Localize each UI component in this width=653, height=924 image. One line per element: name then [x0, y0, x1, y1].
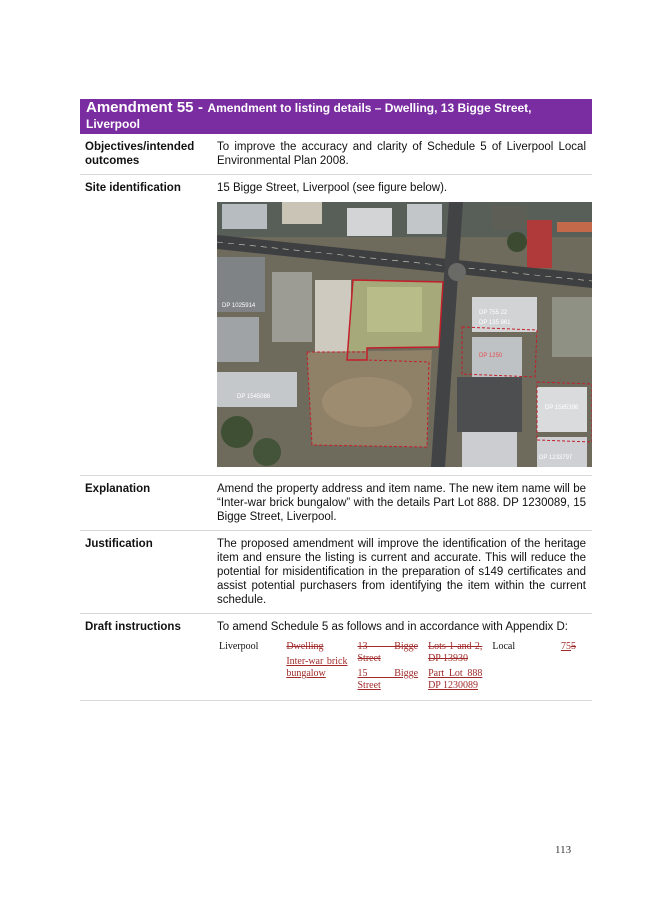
justification-row — [80, 531, 592, 614]
item-number-cell — [561, 641, 584, 692]
amendment-subtitle: Amendment to listing details – Dwelling, 13 Bigge Street, Liverpool — [86, 101, 532, 131]
justification-label: Justification — [85, 538, 153, 550]
lot-cell — [428, 641, 490, 692]
site-text: 15 Bigge Street, Liverpool (see figure below). — [217, 182, 448, 194]
draft-text: To amend Schedule 5 as follows and in accordance with Appendix D: — [217, 621, 568, 633]
amendment-number: Amendment 55 — [86, 99, 194, 116]
new-lot: Part Lot 888 DP 1230089 — [428, 668, 483, 691]
explanation-row — [80, 476, 592, 531]
explanation-text: Amend the property address and item name. The new item name will be “Inter-war brick bungalow” with the details Part Lot 888. DP 1230089, 15 Bigge Street, Liverpool. — [217, 483, 586, 523]
old-item-name: Dwelling — [286, 641, 324, 652]
site-label: Site identification — [85, 182, 181, 194]
schedule-amendment-table — [217, 639, 586, 694]
map-label-dp3: DP 135 861 — [479, 320, 511, 326]
objectives-text: To improve the accuracy and clarity of Schedule 5 of Liverpool Local Environmental Plan 2008. — [217, 141, 586, 167]
title-separator: - — [197, 99, 203, 116]
draft-cell — [216, 614, 592, 700]
page-number: 113 — [555, 844, 572, 856]
amendment-section — [80, 99, 592, 701]
amendment-title-bar — [80, 99, 592, 134]
new-address: 15 Bigge Street — [357, 668, 419, 691]
significance-cell: Local — [492, 641, 516, 652]
item-name-cell — [286, 641, 355, 692]
map-label-dp4: DP 1250 — [479, 353, 503, 359]
map-label-dp1: DP 1025914 — [222, 303, 256, 309]
draft-label: Draft instructions — [85, 621, 181, 633]
map-label-dp6: DP 1585396 — [545, 405, 579, 411]
address-cell — [357, 641, 426, 692]
objectives-label: Objectives/intended outcomes — [85, 141, 195, 167]
map-label-dp7: DP 1233797 — [539, 455, 573, 461]
site-aerial-photo — [217, 202, 592, 467]
table-row — [219, 641, 584, 692]
justification-text: The proposed amendment will improve the identification of the heritage item and ensure the listing is current and accurate. This will reduce the potential for misidentification in the preparation of s149 certificates and assist potential purchasers from identifying the item within the current schedule. — [217, 538, 586, 606]
draft-row — [80, 614, 592, 701]
old-lot: Lots 1 and 2, DP 13930 — [428, 641, 483, 664]
old-address: 13 Bigge Street — [357, 641, 419, 664]
site-cell — [216, 175, 598, 475]
suburb-cell: Liverpool — [219, 641, 259, 652]
map-label-dp5: DP 1545086 — [237, 394, 271, 400]
new-item-number: 75 — [561, 641, 571, 652]
site-row — [80, 175, 592, 476]
objectives-row — [80, 134, 592, 175]
map-label-dp2: DP 755 22 — [479, 310, 508, 316]
explanation-label: Explanation — [85, 483, 151, 495]
new-item-name: Inter-war brick bungalow — [286, 656, 348, 679]
old-item-number: 5 — [571, 641, 576, 652]
